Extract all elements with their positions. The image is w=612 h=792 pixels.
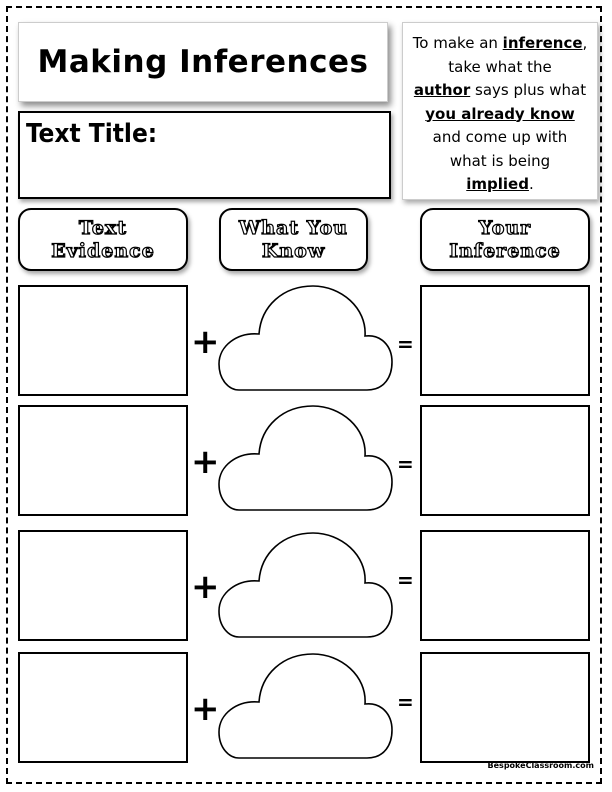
definition-line-2: take what the <box>448 57 552 76</box>
cloud-shape-4[interactable] <box>217 652 393 760</box>
header-text-evidence: Text Evidence <box>18 208 188 271</box>
page-title: Making Inferences <box>37 44 369 80</box>
evidence-box-4[interactable] <box>18 652 188 763</box>
definition-line-4: you already know <box>425 104 575 123</box>
footer-credit: BespokeClassroom.com <box>487 761 594 770</box>
cloud-shape-1[interactable] <box>217 284 393 392</box>
plus-sign: + <box>191 689 220 729</box>
plus-sign: + <box>191 567 220 607</box>
equals-sign: = <box>397 690 414 714</box>
title-banner <box>18 22 388 102</box>
equals-sign: = <box>397 452 414 476</box>
plus-sign: + <box>191 442 220 482</box>
definition-line-7: implied. <box>466 175 534 193</box>
inference-box-2[interactable] <box>420 405 590 516</box>
equals-sign: = <box>397 332 414 356</box>
inference-box-3[interactable] <box>420 530 590 641</box>
definition-line-3: author says plus what <box>413 81 587 99</box>
definition-line-5: and come up with <box>432 128 568 146</box>
evidence-box-1[interactable] <box>18 285 188 396</box>
text-title-field[interactable] <box>18 111 391 199</box>
equals-sign: = <box>397 568 414 592</box>
cloud-shape-2[interactable] <box>217 404 393 512</box>
plus-sign: + <box>191 322 220 362</box>
evidence-box-2[interactable] <box>18 405 188 516</box>
evidence-box-3[interactable] <box>18 530 188 641</box>
definition-box <box>402 22 598 200</box>
header-your-inference: Your Inference <box>420 208 590 271</box>
text-title-label: Text Title: <box>26 119 158 149</box>
header-what-you-know: What You Know <box>219 208 368 271</box>
definition-line-6: what is being <box>449 151 551 170</box>
definition-line-1: To make an inference, <box>412 34 588 52</box>
inference-box-1[interactable] <box>420 285 590 396</box>
inference-box-4[interactable] <box>420 652 590 763</box>
cloud-shape-3[interactable] <box>217 531 393 639</box>
